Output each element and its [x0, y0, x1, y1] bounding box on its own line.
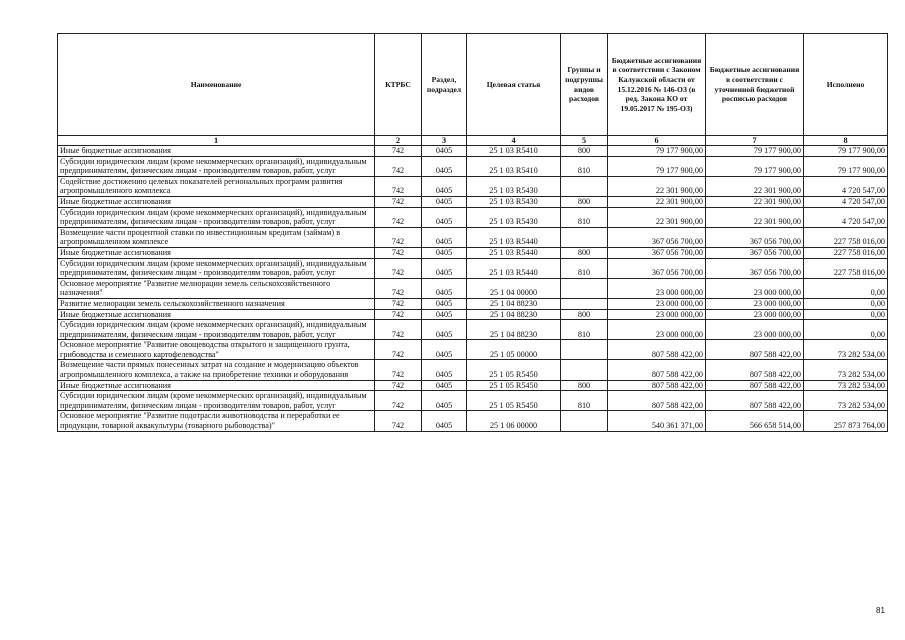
row-initial-allocation: 23 000 000,00 [608, 309, 706, 320]
row-name: Субсидии юридическим лицам (кроме некоммерческих организаций), индивидуальным предпринимателям, физическим лицам - производителям товаров, работ, услуг [58, 156, 375, 176]
row-section: 0405 [422, 309, 467, 320]
header-initial: Бюджетные ассигнования в соответствии с Законом Калужской области от 15.12.2016 № 146-ОЗ (в ред. Закона КО от 19.05.2017 № 195-ОЗ) [608, 34, 706, 136]
row-section: 0405 [422, 207, 467, 227]
row-executed: 73 282 534,00 [804, 380, 888, 391]
row-section: 0405 [422, 360, 467, 380]
row-ktrbs: 742 [375, 196, 422, 207]
row-section: 0405 [422, 258, 467, 278]
table-body [58, 146, 888, 432]
row-ktrbs: 742 [375, 391, 422, 411]
row-updated-allocation: 367 056 700,00 [706, 258, 804, 278]
row-ktrbs: 742 [375, 146, 422, 157]
row-target-article: 25 1 05 00000 [467, 340, 561, 360]
row-initial-allocation: 540 361 371,00 [608, 411, 706, 431]
column-number: 4 [467, 136, 561, 146]
row-ktrbs: 742 [375, 278, 422, 298]
row-initial-allocation: 22 301 900,00 [608, 207, 706, 227]
row-expense-group [561, 176, 608, 196]
header-updated: Бюджетные ассигнования в соответствии с уточненной бюджетной росписью расходов [706, 34, 804, 136]
row-target-article: 25 1 03 R5430 [467, 196, 561, 207]
row-ktrbs: 742 [375, 207, 422, 227]
row-initial-allocation: 79 177 900,00 [608, 156, 706, 176]
row-name: Возмещение части процентной ставки по инвестиционным кредитам (займам) в агропромышленном комплексе [58, 227, 375, 247]
row-ktrbs: 742 [375, 258, 422, 278]
row-name: Иные бюджетные ассигнования [58, 146, 375, 157]
row-expense-group: 800 [561, 380, 608, 391]
row-expense-group: 810 [561, 156, 608, 176]
row-expense-group: 800 [561, 146, 608, 157]
row-executed: 0,00 [804, 298, 888, 309]
row-executed: 0,00 [804, 309, 888, 320]
row-name: Развитие мелиорации земель сельскохозяйственного назначения [58, 298, 375, 309]
row-expense-group: 810 [561, 207, 608, 227]
row-initial-allocation: 23 000 000,00 [608, 320, 706, 340]
column-number: 8 [804, 136, 888, 146]
row-initial-allocation: 807 588 422,00 [608, 340, 706, 360]
row-executed: 73 282 534,00 [804, 391, 888, 411]
row-expense-group: 810 [561, 320, 608, 340]
row-target-article: 25 1 03 R5410 [467, 156, 561, 176]
table-row [58, 320, 888, 340]
row-expense-group: 800 [561, 196, 608, 207]
table-row [58, 258, 888, 278]
row-initial-allocation: 22 301 900,00 [608, 176, 706, 196]
row-target-article: 25 1 03 R5440 [467, 247, 561, 258]
row-section: 0405 [422, 196, 467, 207]
table-row [58, 156, 888, 176]
table-row [58, 391, 888, 411]
table-row [58, 360, 888, 380]
row-updated-allocation: 566 658 514,00 [706, 411, 804, 431]
row-name: Возмещение части прямых понесенных затрат на создание и модернизацию объектов агропромышленного комплекса, а также на приобретение техники и оборудования [58, 360, 375, 380]
table-row [58, 247, 888, 258]
table-row [58, 207, 888, 227]
row-updated-allocation: 807 588 422,00 [706, 340, 804, 360]
row-expense-group [561, 278, 608, 298]
row-ktrbs: 742 [375, 156, 422, 176]
row-target-article: 25 1 05 R5450 [467, 391, 561, 411]
row-target-article: 25 1 04 88230 [467, 320, 561, 340]
row-expense-group [561, 340, 608, 360]
header-ktrbs: КТРБС [375, 34, 422, 136]
column-number: 5 [561, 136, 608, 146]
row-section: 0405 [422, 320, 467, 340]
row-updated-allocation: 807 588 422,00 [706, 380, 804, 391]
row-initial-allocation: 807 588 422,00 [608, 380, 706, 391]
row-updated-allocation: 22 301 900,00 [706, 196, 804, 207]
row-section: 0405 [422, 247, 467, 258]
row-target-article: 25 1 03 R5440 [467, 227, 561, 247]
row-executed: 257 873 764,00 [804, 411, 888, 431]
row-name: Основное мероприятие "Развитие мелиорации земель сельскохозяйственного назначения" [58, 278, 375, 298]
row-updated-allocation: 79 177 900,00 [706, 146, 804, 157]
row-expense-group [561, 298, 608, 309]
row-initial-allocation: 23 000 000,00 [608, 298, 706, 309]
row-name: Основное мероприятие "Развитие подотрасли животноводства и переработки ее продукции, товарной аквакультуры (товарного рыбоводства)" [58, 411, 375, 431]
row-ktrbs: 742 [375, 176, 422, 196]
row-section: 0405 [422, 411, 467, 431]
table-row [58, 298, 888, 309]
column-number: 3 [422, 136, 467, 146]
row-executed: 73 282 534,00 [804, 360, 888, 380]
budget-table [57, 33, 888, 432]
row-target-article: 25 1 06 00000 [467, 411, 561, 431]
row-section: 0405 [422, 156, 467, 176]
row-name: Иные бюджетные ассигнования [58, 247, 375, 258]
row-name: Субсидии юридическим лицам (кроме некоммерческих организаций), индивидуальным предпринимателям, физическим лицам - производителям товаров, работ, услуг [58, 258, 375, 278]
row-section: 0405 [422, 340, 467, 360]
row-expense-group [561, 360, 608, 380]
row-name: Иные бюджетные ассигнования [58, 380, 375, 391]
row-initial-allocation: 807 588 422,00 [608, 360, 706, 380]
row-executed: 73 282 534,00 [804, 340, 888, 360]
row-executed: 227 758 016,00 [804, 247, 888, 258]
row-expense-group [561, 411, 608, 431]
header-executed: Исполнено [804, 34, 888, 136]
row-expense-group: 810 [561, 391, 608, 411]
row-updated-allocation: 23 000 000,00 [706, 309, 804, 320]
table-row [58, 146, 888, 157]
column-number: 6 [608, 136, 706, 146]
table-row [58, 309, 888, 320]
row-executed: 0,00 [804, 278, 888, 298]
table-row [58, 196, 888, 207]
header-section: Раздел, подраздел [422, 34, 467, 136]
row-executed: 4 720 547,00 [804, 196, 888, 207]
header-row [58, 34, 888, 136]
row-target-article: 25 1 05 R5450 [467, 380, 561, 391]
row-name: Основное мероприятие "Развитие овощеводства открытого и защищенного грунта, грибоводства и семенного картофелеводства" [58, 340, 375, 360]
row-section: 0405 [422, 146, 467, 157]
table-row [58, 380, 888, 391]
table-row [58, 411, 888, 431]
row-name: Содействие достижению целевых показателей региональных программ развития агропромышленного комплекса [58, 176, 375, 196]
header-target: Целевая статья [467, 34, 561, 136]
row-section: 0405 [422, 176, 467, 196]
row-updated-allocation: 22 301 900,00 [706, 176, 804, 196]
row-section: 0405 [422, 380, 467, 391]
header-groups: Группы и подгруппы видов расходов [561, 34, 608, 136]
column-number: 7 [706, 136, 804, 146]
row-name: Иные бюджетные ассигнования [58, 196, 375, 207]
table-row [58, 340, 888, 360]
column-number-row [58, 136, 888, 146]
row-target-article: 25 1 04 00000 [467, 278, 561, 298]
row-target-article: 25 1 03 R5430 [467, 176, 561, 196]
row-name: Иные бюджетные ассигнования [58, 309, 375, 320]
table-row [58, 176, 888, 196]
row-name: Субсидии юридическим лицам (кроме некоммерческих организаций), индивидуальным предпринимателям, физическим лицам - производителям товаров, работ, услуг [58, 207, 375, 227]
row-updated-allocation: 79 177 900,00 [706, 156, 804, 176]
row-initial-allocation: 367 056 700,00 [608, 258, 706, 278]
row-updated-allocation: 807 588 422,00 [706, 391, 804, 411]
row-executed: 0,00 [804, 320, 888, 340]
row-ktrbs: 742 [375, 298, 422, 309]
row-initial-allocation: 367 056 700,00 [608, 227, 706, 247]
row-section: 0405 [422, 391, 467, 411]
row-ktrbs: 742 [375, 360, 422, 380]
row-target-article: 25 1 03 R5440 [467, 258, 561, 278]
row-ktrbs: 742 [375, 309, 422, 320]
row-executed: 79 177 900,00 [804, 146, 888, 157]
row-expense-group: 810 [561, 258, 608, 278]
row-section: 0405 [422, 278, 467, 298]
row-section: 0405 [422, 227, 467, 247]
row-ktrbs: 742 [375, 247, 422, 258]
row-updated-allocation: 367 056 700,00 [706, 227, 804, 247]
row-target-article: 25 1 05 R5450 [467, 360, 561, 380]
row-ktrbs: 742 [375, 340, 422, 360]
row-target-article: 25 1 04 88230 [467, 309, 561, 320]
row-initial-allocation: 23 000 000,00 [608, 278, 706, 298]
row-expense-group: 800 [561, 247, 608, 258]
row-ktrbs: 742 [375, 380, 422, 391]
row-updated-allocation: 23 000 000,00 [706, 278, 804, 298]
row-ktrbs: 742 [375, 411, 422, 431]
row-executed: 227 758 016,00 [804, 227, 888, 247]
table-row [58, 227, 888, 247]
row-initial-allocation: 807 588 422,00 [608, 391, 706, 411]
row-executed: 227 758 016,00 [804, 258, 888, 278]
row-name: Субсидии юридическим лицам (кроме некоммерческих организаций), индивидуальным предпринимателям, физическим лицам - производителям товаров, работ, услуг [58, 320, 375, 340]
row-initial-allocation: 367 056 700,00 [608, 247, 706, 258]
row-ktrbs: 742 [375, 320, 422, 340]
row-executed: 79 177 900,00 [804, 156, 888, 176]
row-target-article: 25 1 04 88230 [467, 298, 561, 309]
table-row [58, 278, 888, 298]
column-number: 1 [58, 136, 375, 146]
row-updated-allocation: 807 588 422,00 [706, 360, 804, 380]
row-executed: 4 720 547,00 [804, 207, 888, 227]
row-initial-allocation: 22 301 900,00 [608, 196, 706, 207]
header-name: Наименование [58, 34, 375, 136]
row-target-article: 25 1 03 R5410 [467, 146, 561, 157]
row-section: 0405 [422, 298, 467, 309]
page-number: 81 [876, 606, 885, 615]
row-updated-allocation: 23 000 000,00 [706, 320, 804, 340]
row-expense-group [561, 227, 608, 247]
row-updated-allocation: 367 056 700,00 [706, 247, 804, 258]
row-updated-allocation: 23 000 000,00 [706, 298, 804, 309]
column-number: 2 [375, 136, 422, 146]
row-target-article: 25 1 03 R5430 [467, 207, 561, 227]
row-expense-group: 800 [561, 309, 608, 320]
row-name: Субсидии юридическим лицам (кроме некоммерческих организаций), индивидуальным предпринимателям, физическим лицам - производителям товаров, работ, услуг [58, 391, 375, 411]
row-updated-allocation: 22 301 900,00 [706, 207, 804, 227]
row-ktrbs: 742 [375, 227, 422, 247]
row-executed: 4 720 547,00 [804, 176, 888, 196]
row-initial-allocation: 79 177 900,00 [608, 146, 706, 157]
